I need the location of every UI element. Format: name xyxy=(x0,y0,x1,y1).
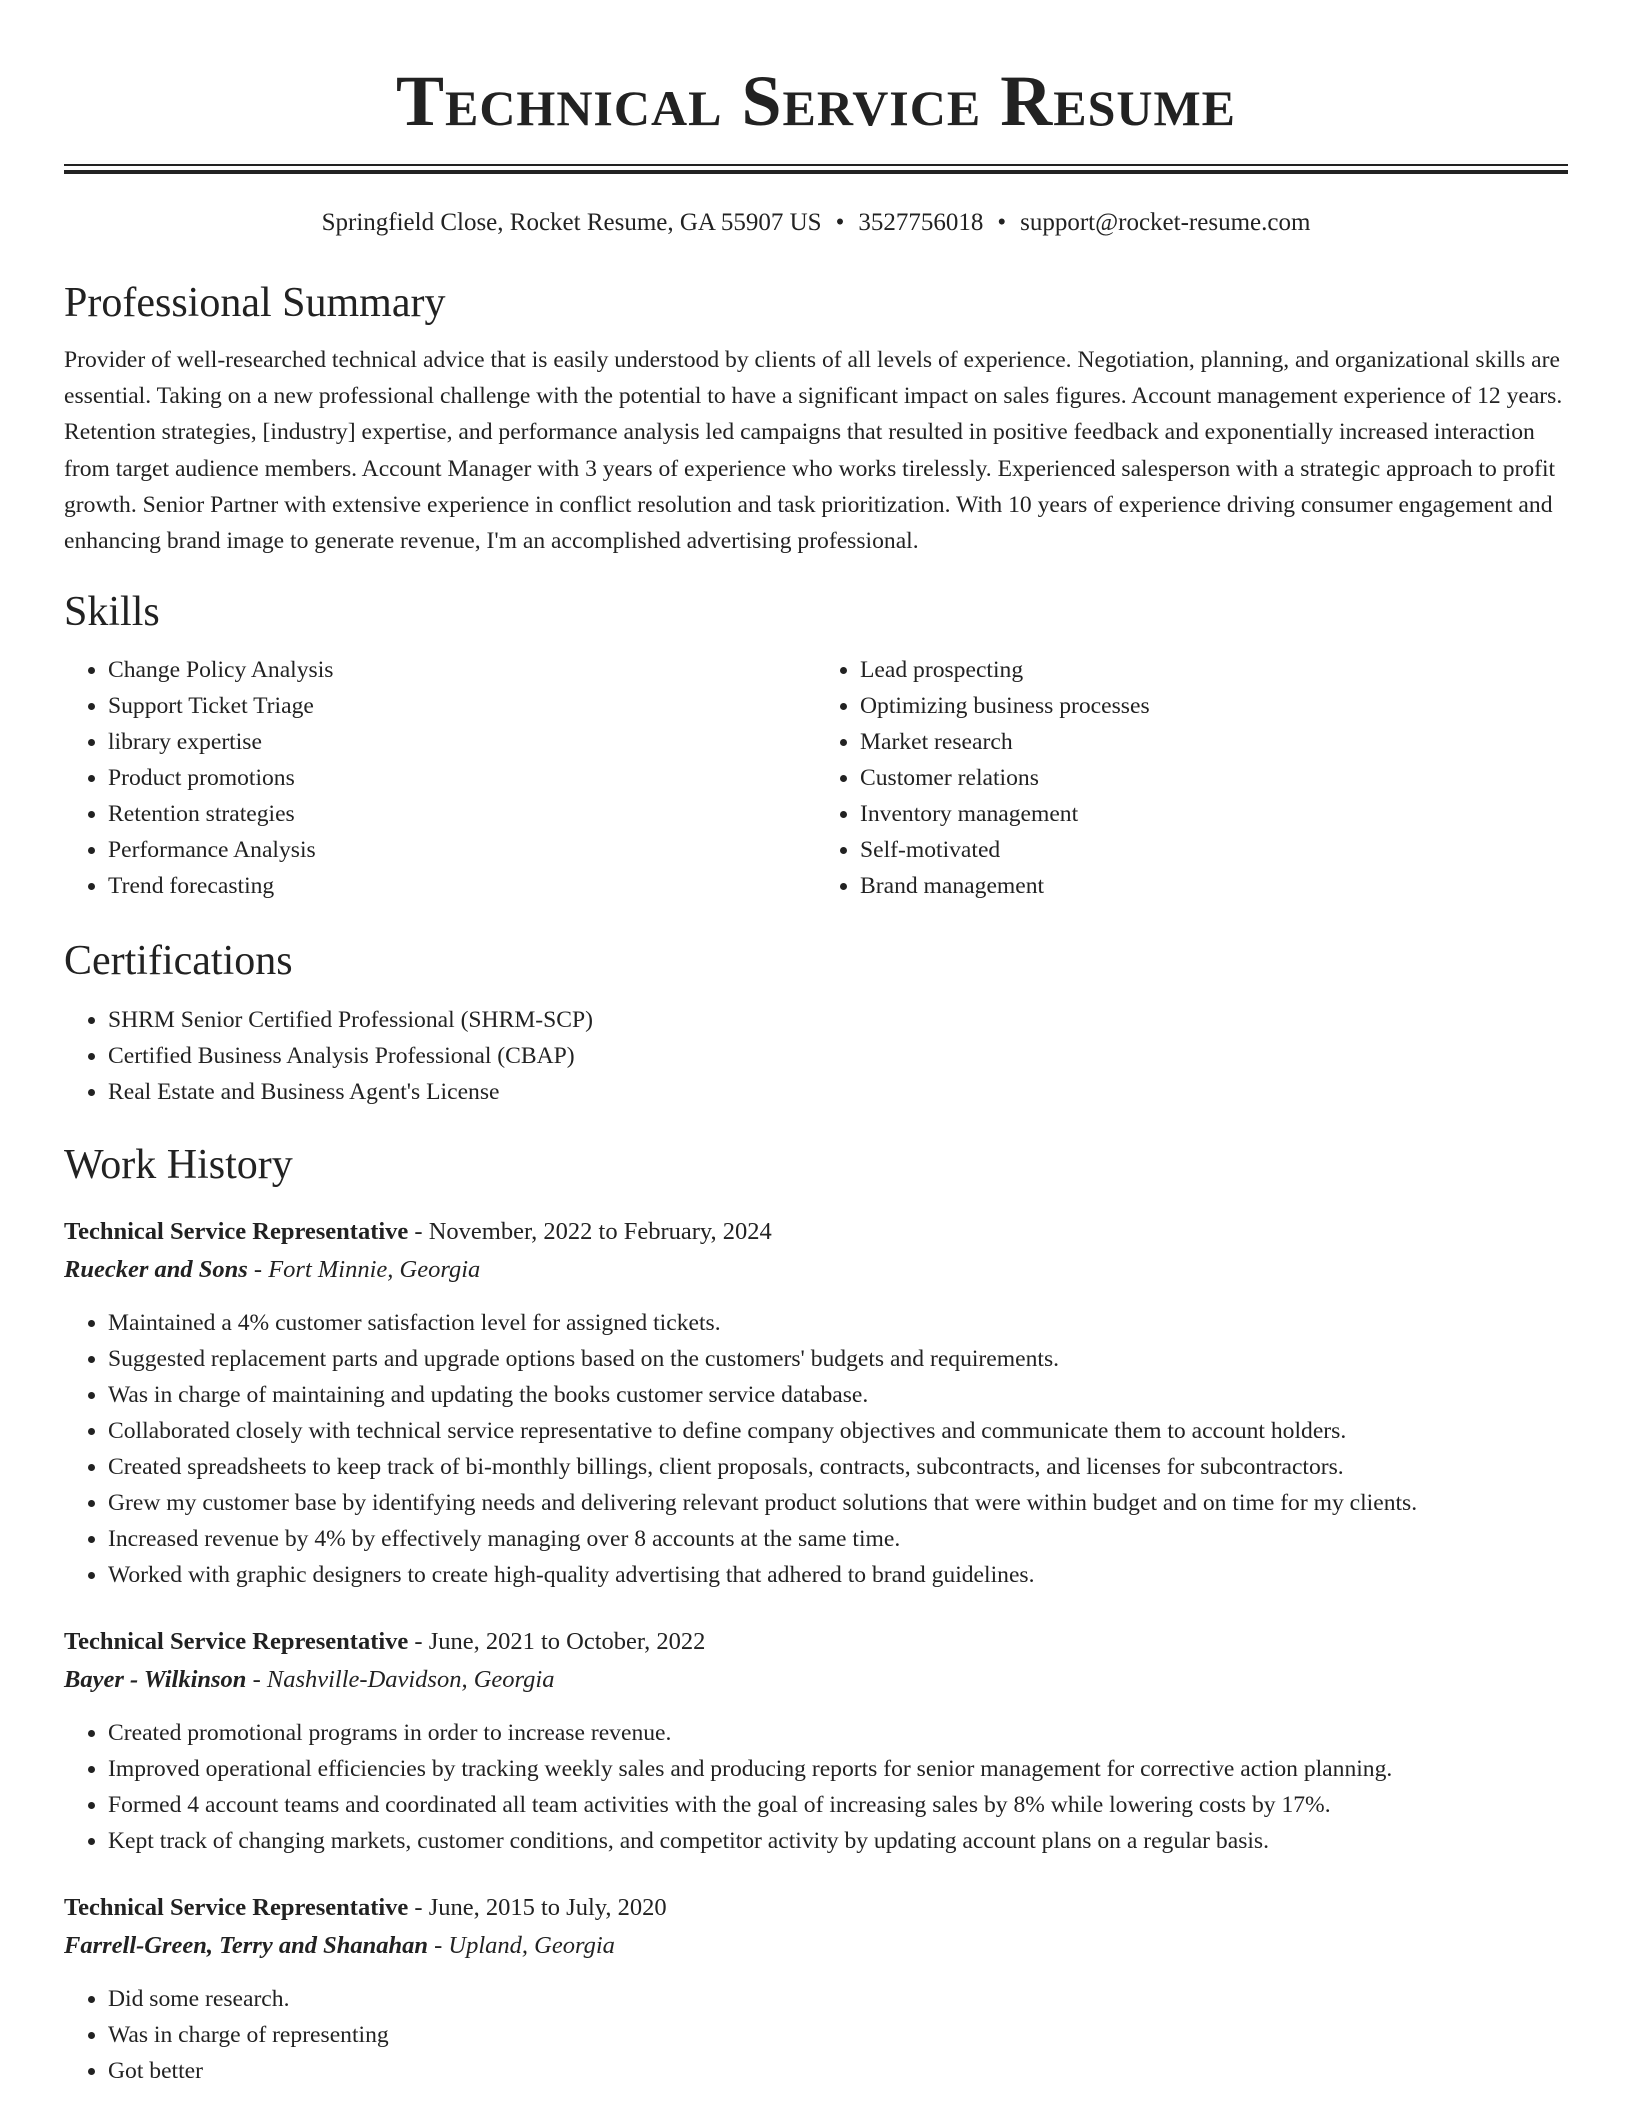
job-entry xyxy=(64,1213,1568,1593)
contact-separator: • xyxy=(997,209,1007,236)
skill-item: • Brand management xyxy=(860,868,1568,904)
job-location: Fort Minnie, Georgia xyxy=(268,1256,481,1284)
skill-item: • Support Ticket Triage xyxy=(108,688,816,724)
job-bullet: • Grew my customer base by identifying needs and delivering relevant product solutions that were within budget and on time for my clients. xyxy=(108,1485,1568,1521)
resume-title: Technical Service Resume xyxy=(395,61,1237,141)
certifications-list xyxy=(64,1002,1568,1110)
contact-address: Springfield Close, Rocket Resume, GA 55907 US xyxy=(321,209,822,236)
job-dates: November, 2022 to February, 2024 xyxy=(428,1218,772,1246)
certification-item: • Real Estate and Business Agent's License xyxy=(108,1074,1568,1110)
skill-item: • Self-motivated xyxy=(860,832,1568,868)
job-bullet: • Kept track of changing markets, customer conditions, and competitor activity by updating account plans on a regular basis. xyxy=(108,1823,1568,1859)
skill-item: • Trend forecasting xyxy=(108,868,816,904)
job-bullet: • Got better xyxy=(108,2053,1568,2089)
job-header xyxy=(64,1889,1568,1927)
job-header xyxy=(64,1213,1568,1251)
certification-item: • Certified Business Analysis Professional (CBAP) xyxy=(108,1038,1568,1074)
skill-item: • Customer relations xyxy=(860,760,1568,796)
work-history-heading: Work History xyxy=(64,1142,293,1189)
job-dates: June, 2015 to July, 2020 xyxy=(428,1894,667,1922)
skill-item: • Inventory management xyxy=(860,796,1568,832)
skill-item: • library expertise xyxy=(108,724,816,760)
job-bullet: • Maintained a 4% customer satisfaction level for assigned tickets. xyxy=(108,1305,1568,1341)
job-location: Upland, Georgia xyxy=(448,1932,615,1960)
certifications-heading: Certifications xyxy=(64,938,293,985)
job-header xyxy=(64,1623,1568,1661)
job-dash: - xyxy=(414,1218,423,1246)
job-dash: - xyxy=(414,1894,423,1922)
skill-item: • Change Policy Analysis xyxy=(108,652,816,688)
contact-email: support@rocket-resume.com xyxy=(1020,209,1311,236)
job-bullet: • Was in charge of representing xyxy=(108,2017,1568,2053)
skills-columns xyxy=(64,652,1568,904)
job-company: Farrell-Green, Terry and Shanahan xyxy=(64,1932,428,1960)
job-bullet: • Created promotional programs in order to increase revenue. xyxy=(108,1715,1568,1751)
summary-text: Provider of well-researched technical advice that is easily understood by clients of all levels of experience. Negotiation, planning, and organizational skills are essential. Taking on a new professional challenge with the potential to have a significant impact on sales figures. Account management experience of 12 years. Retention strategies, [industry] expertise, and performance analysis led campaigns that resulted in positive feedback and exponentially increased interaction from target audience members. Account Manager with 3 years of experience who works tirelessly. Experienced salesperson with a strategic approach to profit growth. Senior Partner with extensive experience in conflict resolution and task prioritization. With 10 years of experience driving consumer engagement and enhancing brand image to generate revenue, I'm an accomplished advertising professional. xyxy=(64,347,1563,555)
skills-left-list xyxy=(64,652,816,904)
job-company-line xyxy=(64,1661,1568,1699)
job-bullets xyxy=(64,1981,1568,2089)
skill-item: • Retention strategies xyxy=(108,796,816,832)
skill-item: • Product promotions xyxy=(108,760,816,796)
job-company: Bayer - Wilkinson xyxy=(64,1666,247,1694)
job-bullets xyxy=(64,1305,1568,1593)
job-company: Ruecker and Sons xyxy=(64,1256,248,1284)
job-entry xyxy=(64,1889,1568,2089)
contact-line xyxy=(64,208,1568,238)
job-company-line xyxy=(64,1251,1568,1289)
job-bullet: • Was in charge of maintaining and updating the books customer service database. xyxy=(108,1377,1568,1413)
skills-right-list xyxy=(816,652,1568,904)
job-title: Technical Service Representative xyxy=(64,1894,409,1922)
skill-item: • Performance Analysis xyxy=(108,832,816,868)
job-bullets xyxy=(64,1715,1568,1859)
skills-heading: Skills xyxy=(64,589,160,636)
job-bullet: • Collaborated closely with technical service representative to define company objectives and communicate them to account holders. xyxy=(108,1413,1568,1449)
job-dash: - xyxy=(252,1666,261,1694)
job-title: Technical Service Representative xyxy=(64,1218,409,1246)
job-bullet: • Worked with graphic designers to create high-quality advertising that adhered to brand guidelines. xyxy=(108,1557,1568,1593)
job-bullet: • Formed 4 account teams and coordinated all team activities with the goal of increasing sales by 8% while lowering costs by 17%. xyxy=(108,1787,1568,1823)
job-dash: - xyxy=(414,1628,423,1656)
job-bullet: • Increased revenue by 4% by effectively managing over 8 accounts at the same time. xyxy=(108,1521,1568,1557)
job-dates: June, 2021 to October, 2022 xyxy=(428,1628,706,1656)
skill-item: • Lead prospecting xyxy=(860,652,1568,688)
job-bullet: • Improved operational efficiencies by tracking weekly sales and producing reports for senior management for corrective action planning. xyxy=(108,1751,1568,1787)
contact-phone: 3527756018 xyxy=(858,209,984,236)
job-bullet: • Did some research. xyxy=(108,1981,1568,2017)
contact-separator: • xyxy=(835,209,845,236)
skill-item: • Market research xyxy=(860,724,1568,760)
job-dash: - xyxy=(434,1932,443,1960)
job-company-line xyxy=(64,1927,1568,1965)
summary-heading: Professional Summary xyxy=(64,280,446,326)
job-entry xyxy=(64,1623,1568,1859)
job-location: Nashville-Davidson, Georgia xyxy=(266,1666,555,1694)
certification-item: • SHRM Senior Certified Professional (SHRM-SCP) xyxy=(108,1002,1568,1038)
job-title: Technical Service Representative xyxy=(64,1628,409,1656)
title-divider xyxy=(64,164,1568,174)
job-bullet: • Suggested replacement parts and upgrade options based on the customers' budgets and requirements. xyxy=(108,1341,1568,1377)
job-bullet: • Created spreadsheets to keep track of bi-monthly billings, client proposals, contracts, subcontracts, and licenses for subcontractors. xyxy=(108,1449,1568,1485)
job-dash: - xyxy=(253,1256,263,1284)
resume-page xyxy=(64,0,1568,2089)
skill-item: • Optimizing business processes xyxy=(860,688,1568,724)
